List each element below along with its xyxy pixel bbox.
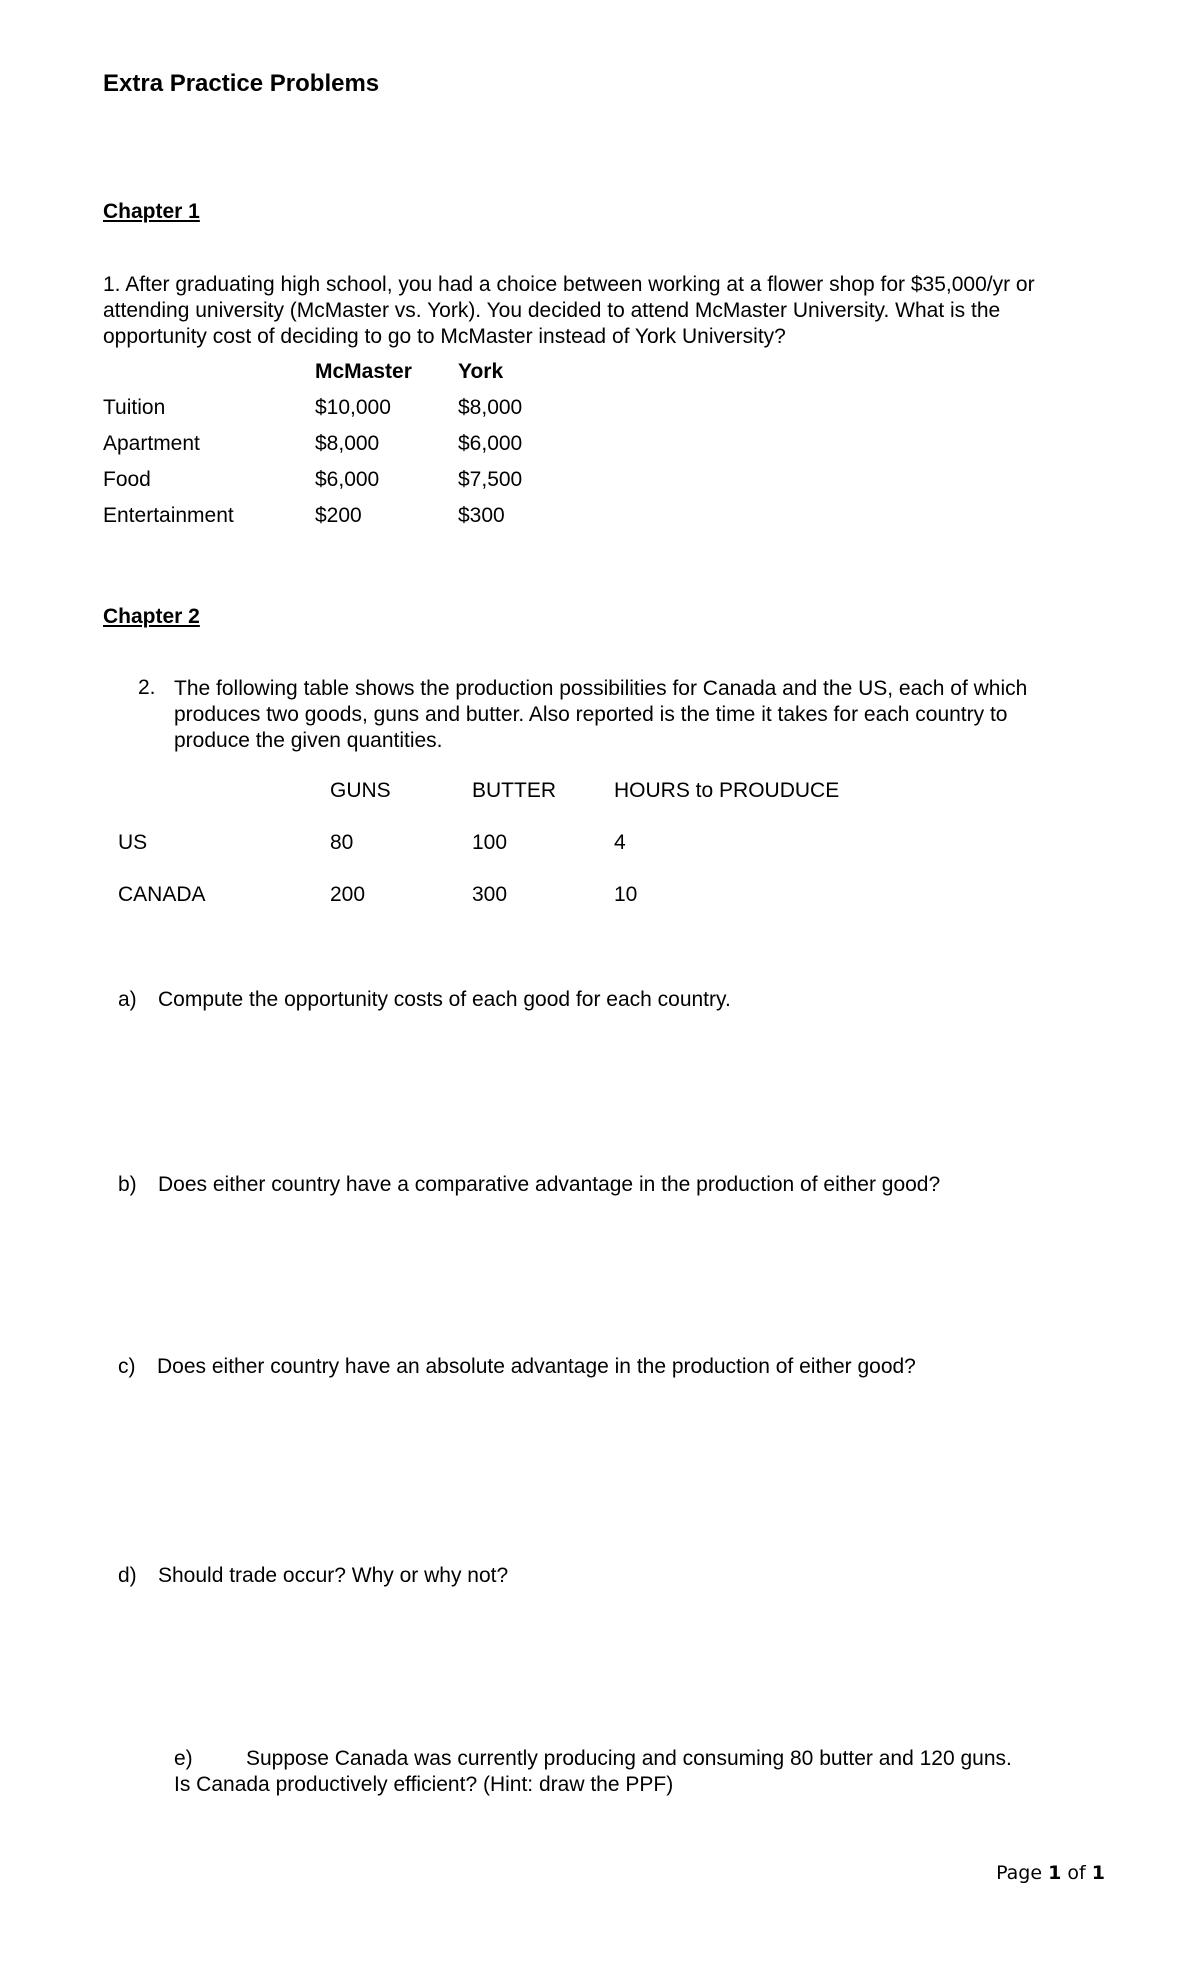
- page-number: [996, 1862, 1105, 1884]
- part-b-letter: b): [118, 1173, 137, 1196]
- table-cell: $200: [315, 504, 362, 527]
- table-cell: $6,000: [458, 432, 523, 455]
- current-page: 1: [1048, 1862, 1062, 1884]
- table-cell: 80: [330, 831, 354, 854]
- part-d-letter: d): [118, 1564, 137, 1587]
- column-header-guns: GUNS: [330, 779, 391, 802]
- table-cell: $8,000: [458, 396, 523, 419]
- chapter-1-heading: Chapter 1: [103, 200, 200, 223]
- column-header-york: York: [458, 360, 504, 383]
- row-label-food: Food: [103, 468, 151, 491]
- part-c-text: Does either country have an absolute advantage in the production of either good?: [157, 1355, 916, 1378]
- table-cell: $300: [458, 504, 505, 527]
- table-cell: $6,000: [315, 468, 380, 491]
- part-e-text-line2: Is Canada productively efficient? (Hint: draw the PPF): [174, 1773, 674, 1796]
- question-2-number: 2.: [138, 676, 156, 699]
- table-cell: 100: [472, 831, 508, 854]
- table-cell: 300: [472, 883, 508, 906]
- page-title: Extra Practice Problems: [103, 70, 380, 97]
- table-cell: 10: [614, 883, 638, 906]
- question-2-text: The following table shows the production possibilities for Canada and the US, each of which produces two goods, guns and butter. Also reported is the time it takes for each country to produce the given quantities.: [174, 677, 1028, 752]
- part-d-text: Should trade occur? Why or why not?: [158, 1564, 509, 1587]
- column-header-hours: HOURS to PROUDUCE: [614, 779, 840, 802]
- row-label-canada: CANADA: [118, 883, 206, 906]
- table-cell: 4: [614, 831, 626, 854]
- column-header-butter: BUTTER: [472, 779, 556, 802]
- total-pages: 1: [1091, 1862, 1105, 1884]
- part-a-letter: a): [118, 988, 137, 1011]
- part-e-letter: e): [174, 1747, 193, 1770]
- table-cell: 200: [330, 883, 366, 906]
- table-cell: $7,500: [458, 468, 523, 491]
- part-c-letter: c): [118, 1355, 136, 1378]
- table-cell: $8,000: [315, 432, 380, 455]
- part-a-text: Compute the opportunity costs of each good for each country.: [158, 988, 731, 1011]
- part-e-text-line1: Suppose Canada was currently producing and consuming 80 butter and 120 guns.: [246, 1747, 1012, 1770]
- row-label-apartment: Apartment: [103, 432, 200, 455]
- row-label-tuition: Tuition: [103, 396, 166, 419]
- question-1-text: 1. After graduating high school, you had a choice between working at a flower shop for $35,000/yr or attending university (McMaster vs. York). You decided to attend McMaster University. What is the opportunity cost of deciding to go to McMaster instead of York University?: [103, 273, 1035, 348]
- table-cell: $10,000: [315, 396, 391, 419]
- page-word: Page: [996, 1862, 1043, 1884]
- chapter-2-heading: Chapter 2: [103, 605, 200, 628]
- part-b-text: Does either country have a comparative advantage in the production of either good?: [158, 1173, 941, 1196]
- row-label-entertainment: Entertainment: [103, 504, 234, 527]
- column-header-mcmaster: McMaster: [315, 360, 412, 383]
- row-label-us: US: [118, 831, 148, 854]
- of-word: of: [1067, 1862, 1086, 1884]
